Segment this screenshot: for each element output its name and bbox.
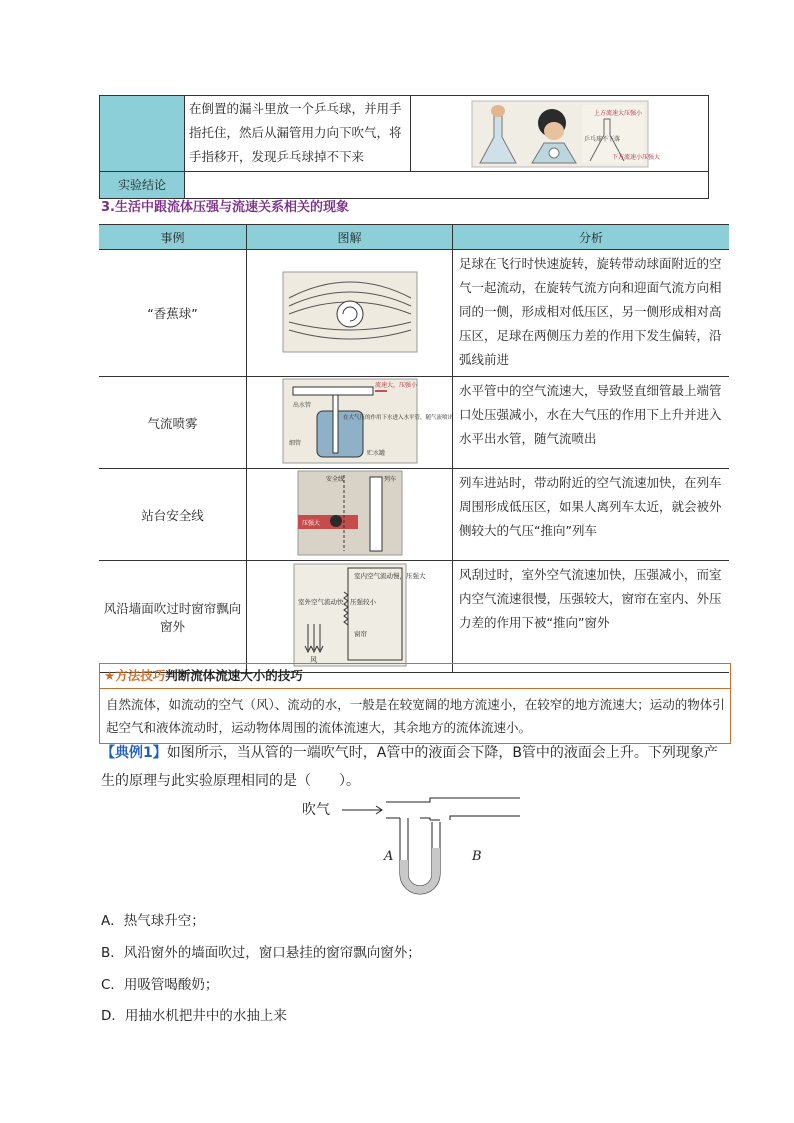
experiment-table [99, 95, 709, 199]
example-cell: “香蕉球” [99, 250, 247, 377]
experiment-image-cell [411, 96, 709, 172]
u-tube-figure [300, 798, 524, 900]
spray-figure [283, 379, 453, 463]
tube-b-label: B [472, 849, 482, 864]
funnel-experiment-image [472, 101, 660, 167]
header-example: 事例 [99, 225, 247, 250]
spray-tank-label: 贮水罐 [366, 450, 385, 457]
conclusion-label: 实验结论 [100, 172, 185, 199]
image-label-top: 上方流速大压强小 [593, 109, 642, 117]
example-text: 如图所示，当从管的一端吹气时，A管中的液面会下降，B管中的液面会上升。下列现象产生的原理与此实验原理相同的是（ ）。 [101, 745, 718, 789]
window-wind-label: 风 [309, 656, 317, 664]
spray-outlet-label: 出水管 [292, 402, 311, 409]
table-row [99, 561, 729, 673]
table-row [99, 469, 729, 561]
experiment-text: 在倒置的漏斗里放一个乒乓球，并用手指托住，然后从漏管用力向下吹气，将手指移开，发现乒乓球掉不下来 [185, 96, 411, 172]
option-d: D．用抽水机把井中的水抽上来 [101, 1008, 287, 1024]
example-cell: 气流喷雾 [99, 377, 247, 469]
spray-inner-label: 在大气压的作用下水进入水平管，随气流喷出 [342, 415, 453, 421]
blow-label: 吹气 [302, 802, 330, 818]
window-curtain-label: 窗帘 [353, 630, 367, 638]
header-figure: 图解 [247, 225, 453, 250]
section-title: 3.生活中跟流体压强与流速关系相关的现象 [101, 200, 349, 215]
figure-cell [247, 250, 453, 377]
analysis-cell: 列车进站时，带动附近的空气流速加快，在列车周围形成低压区，如果人离列车太近，就会被外侧较大的气压“推向”列车 [453, 469, 730, 561]
method-header [100, 664, 730, 689]
header-analysis: 分析 [453, 225, 730, 250]
method-body: 自然流体，如流动的空气（风）、流动的水，一般是在较宽阔的地方流速小，在较窄的地方流速大；运动的物体引起空气和液体流动时，运动物体周围的流体流速大，其余地方的流体流速小。 [106, 697, 725, 735]
example-cell: 站台安全线 [99, 469, 247, 561]
example-cell: 风沿墙面吹过时窗帘飘向窗外 [99, 561, 247, 673]
method-title-colored: 方法技巧 [115, 668, 166, 683]
analysis-cell: 风刮过时，室外空气流速加快，压强减小，而室内空气流速很慢，压强较大，窗帘在室内、外压力差的作用下被“推向”窗外 [453, 561, 730, 673]
figure-cell [247, 469, 453, 561]
analysis-cell: 水平管中的空气流速大，导致竖直细管最上端管口处压强减小，水在大气压的作用下上升并进入水平出水管，随气流喷出 [453, 377, 730, 469]
window-outside-label: 室外空气流动快，压强较小 [297, 598, 376, 606]
option-b: B．风沿窗外的墙面吹过，窗口悬挂的窗帘飘向窗外； [101, 945, 421, 961]
example-tag: 【典例1】 [101, 745, 167, 761]
conclusion-value [185, 172, 709, 199]
window-inside-label: 室内空气流动慢，压强大 [353, 572, 425, 580]
station-line-label: 安全线 [325, 476, 344, 483]
phenomena-table [99, 224, 729, 673]
method-title: 判断流体流速大小的技巧 [165, 668, 303, 683]
table-row [99, 377, 729, 469]
station-pressure-label: 压强大 [301, 520, 320, 527]
example-question [101, 739, 731, 795]
option-a: A．热气球升空； [101, 913, 205, 929]
method-box [99, 663, 731, 744]
star-icon: ★ [104, 668, 116, 683]
analysis-cell: 足球在飞行时快速旋转，旋转带动球面附近的空气一起流动，在旋转气流方向和迎面气流方向相同的一侧，形成相对低压区，另一侧形成相对高压区，足球在两侧压力差的作用下发生偏转，沿弧线前进 [453, 250, 730, 377]
figure-cell [247, 561, 453, 673]
teal-cell [100, 96, 185, 172]
option-c: C．用吸管喝酸奶； [101, 977, 219, 993]
image-label-bottom: 下方流速小压强大 [611, 153, 660, 161]
banana-ball-figure [283, 272, 417, 352]
window-figure [294, 564, 425, 666]
station-train-label: 列车 [383, 476, 396, 483]
table-row [99, 250, 729, 377]
station-figure [298, 471, 402, 555]
spray-annotation: 流速大，压强小 [374, 382, 417, 389]
image-label-mid: 乒乓球不下落 [583, 135, 620, 143]
spray-tube-label: 细管 [288, 440, 301, 447]
tube-a-label: A [384, 849, 394, 864]
figure-cell [247, 377, 453, 469]
